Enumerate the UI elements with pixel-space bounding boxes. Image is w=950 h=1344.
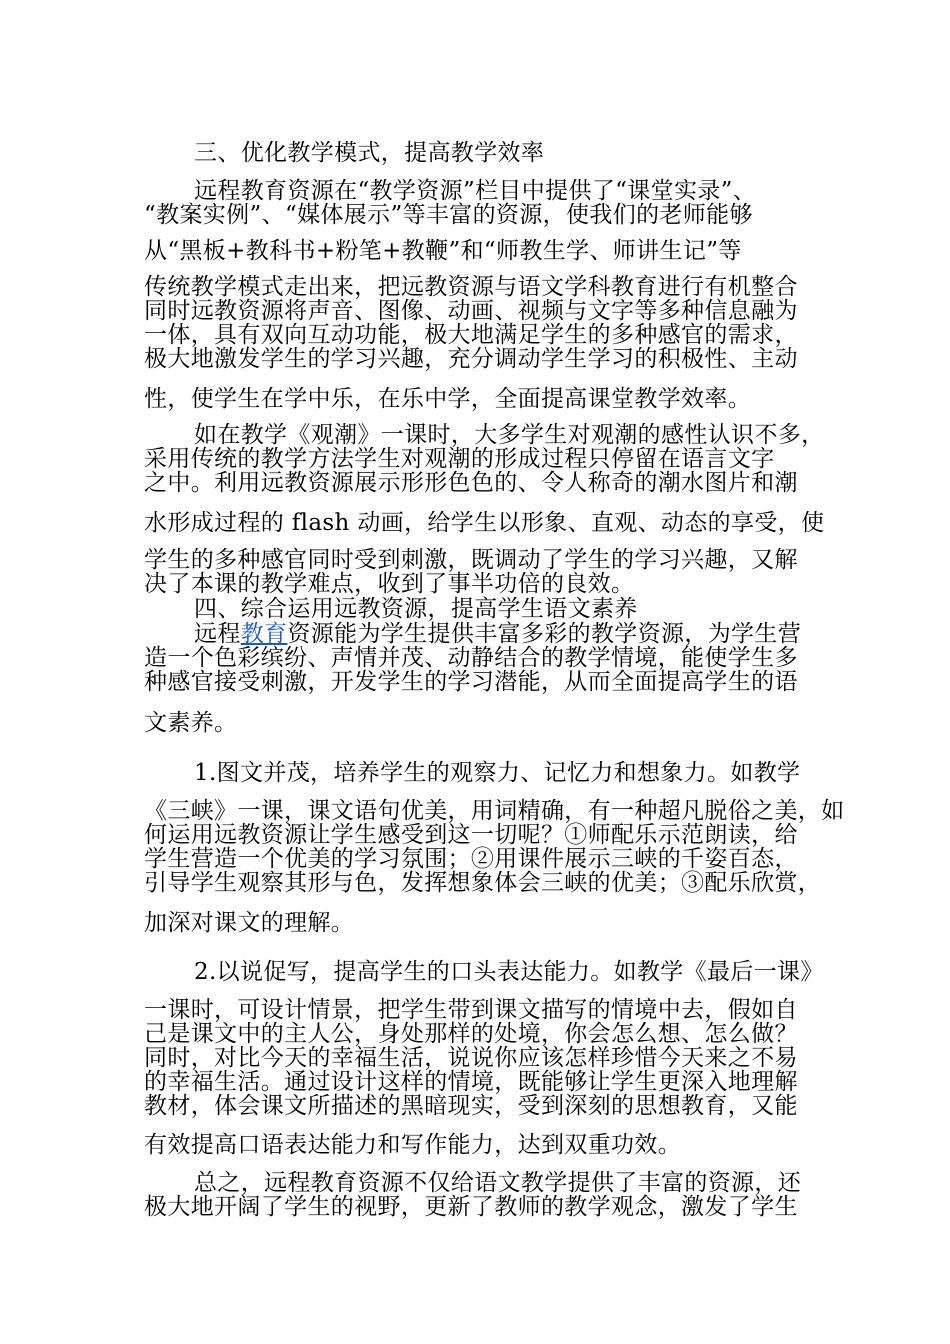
paragraph-line: “教案实例”、“媒体展示”等丰富的资源，使我们的老师能够 [144,202,753,228]
paragraph-line: 如在教学《观潮》一课时，大多学生对观潮的感性认识不多， [194,422,825,448]
paragraph-line: 造一个色彩缤纷、声情并茂、动静结合的教学情境，能使学生多 [144,645,798,671]
paragraph-line: 学生营造一个优美的学习氛围；②用课件展示三峡的千姿百态， [144,846,798,872]
paragraph-line: 总之，远程教育资源不仅给语文教学提供了丰富的资源，还 [194,1170,802,1196]
paragraph-line: 何运用远教资源让学生感受到这一切呢？①师配乐示范朗读，给 [144,822,798,848]
paragraph-line: 极大地开阔了学生的视野，更新了教师的教学观念，激发了学生 [144,1194,798,1220]
paragraph-line: 同时远教资源将声音、图像、动画、视频与文字等多种信息融为 [144,298,798,324]
paragraph-line: 2.以说促写，提高学生的口头表达能力。如教学《最后一课》 [194,959,824,985]
paragraph-line: 加深对课文的理解。 [144,910,355,936]
paragraph-line: 远程教育资源在“教学资源”栏目中提供了“课堂实录”、 [194,178,757,204]
paragraph-line: 同时，对比今天的幸福生活，说说你应该怎样珍惜今天来之不易 [144,1045,798,1071]
paragraph-line: 《三峡》一课，课文语句优美，用词精确，有一种超凡脱俗之美，如 [144,798,845,824]
paragraph-line: 学生的多种感官同时受到刺激，既调动了学生的学习兴趣，又解 [144,547,798,573]
text-segment: 资源能为学生提供丰富多彩的教学资源，为学生营 [287,621,802,647]
paragraph-line: 极大地激发学生的学习兴趣，充分调动学生学习的积极性、主动 [144,346,798,372]
paragraph-line: 传统教学模式走出来，把远教资源与语文学科教育进行有机整合 [144,274,798,300]
paragraph-line: 决了本课的教学难点，收到了事半功倍的良效。 [144,571,635,597]
section-heading: 三、优化教学模式，提高教学效率 [194,140,545,166]
paragraph-line: 从“黑板+教科书+粉笔+教鞭”和“师教生学、师讲生记”等 [144,238,742,264]
paragraph-line: 水形成过程的 flash 动画，给学生以形象、直观、动态的享受，使 [144,510,825,536]
paragraph-line: 一课时，可设计情景，把学生带到课文描写的情境中去，假如自 [144,997,798,1023]
paragraph-line: 一体，具有双向互动功能，极大地满足学生的多种感官的需求， [144,322,798,348]
paragraph-line: 1.图文并茂，培养学生的观察力、记忆力和想象力。如教学 [194,760,801,786]
paragraph-line: 的幸福生活。通过设计这样的情境，既能够让学生更深入地理解 [144,1069,798,1095]
paragraph-line [194,623,801,646]
paragraph-line: 己是课文中的主人公，身处那样的处境，你会怎么想、怎么做？ [144,1021,798,1047]
paragraph-line: 种感官接受刺激，开发学生的学习潜能，从而全面提高学生的语 [144,669,798,695]
paragraph-line: 有效提高口语表达能力和写作能力，达到双重功效。 [144,1132,682,1158]
paragraph-line: 引导学生观察其形与色，发挥想象体会三峡的优美；③配乐欣赏， [144,870,822,896]
paragraph-line: 之中。利用远教资源展示形形色色的、令人称奇的潮水图片和潮 [144,470,798,496]
education-link[interactable]: 教育 [240,621,288,647]
text-segment: 远程 [194,621,241,647]
paragraph-line: 教材，体会课文所描述的黑暗现实，受到深刻的思想教育，又能 [144,1093,798,1119]
section-heading: 四、综合运用远教资源，提高学生语文素养 [194,596,638,622]
paragraph-line: 文素养。 [144,710,238,736]
paragraph-line: 采用传统的教学方法学生对观潮的形成过程只停留在语言文字 [144,446,775,472]
paragraph-line: 性，使学生在学中乐，在乐中学，全面提高课堂教学效率。 [144,386,752,412]
